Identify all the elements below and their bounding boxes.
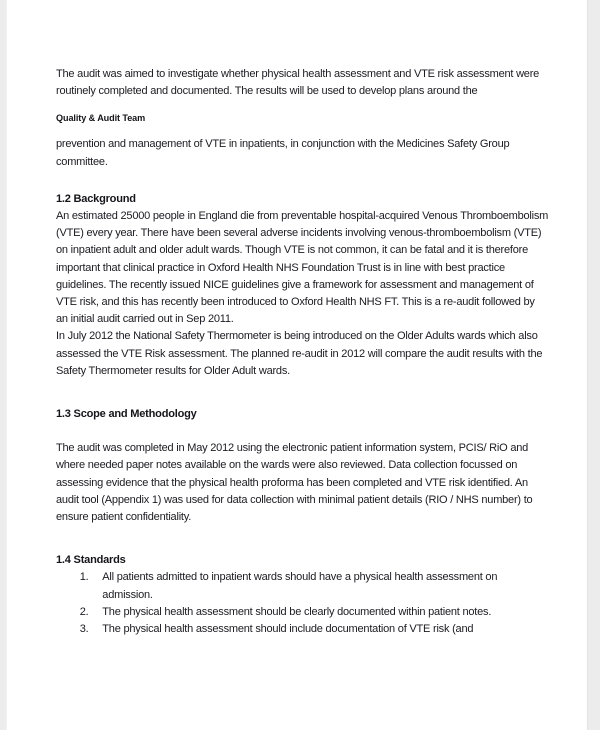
- section-heading-background: 1.2 Background: [56, 192, 136, 205]
- intro-continuation-paragraph: prevention and management of VTE in inpatients, in conjunction with the Medicines Safety Group committee.: [56, 138, 510, 168]
- standards-list: [56, 569, 556, 638]
- list-item-text: All patients admitted to inpatient wards should have a physical health assessment on admission.: [102, 571, 498, 601]
- document-content: [56, 66, 556, 638]
- background-paragraph-1: An estimated 25000 people in England die from preventable hospital-acquired Venous Thromboembolism (VTE) every year. There have been several adverse incidents involving venous-thromboembolism (VTE) on inpatient adult and older adult wards. Though VTE is not common, it can be fatal and it is therefore important that clinical practice in Oxford Health NHS Foundation Trust is in line with best practice guidelines. The recently issued NICE guidelines give a framework for assessment and management of VTE risk, and this has recently been introduced to Oxford Health NHS FT. This is a re-audit followed by an initial audit carried out in Sep 2011.: [56, 210, 549, 326]
- list-marker: 2.: [79, 605, 89, 618]
- list-item: [56, 604, 549, 621]
- spacer: [56, 100, 556, 111]
- spacer: [56, 526, 556, 552]
- list-item: [56, 621, 549, 638]
- list-item: [56, 569, 549, 603]
- document-page: [6, 0, 588, 730]
- scope-methodology-paragraph: The audit was completed in May 2012 using the electronic patient information system, PCIS/ RiO and where needed paper notes available on the wards were also reviewed. Data collection focussed on assessing evidence that the physical health proforma has been completed and VTE risk identified. An audit tool (Appendix 1) was used for data collection with minimal patient details (RIO / NHS number) to ensure patient confidentiality.: [56, 442, 533, 524]
- section-heading-scope-and-methodology: 1.3 Scope and Methodology: [56, 408, 197, 421]
- list-item-text: The physical health assessment should be clearly documented within patient notes.: [102, 605, 492, 618]
- spacer: [56, 171, 556, 191]
- list-item-text: The physical health assessment should include documentation of VTE risk (and: [102, 623, 474, 636]
- spacer: [56, 380, 556, 406]
- background-paragraph-2: In July 2012 the National Safety Thermometer is being introduced on the Older Adults wards which also assessed the VTE Risk assessment. The planned re-audit in 2012 will compare the audit results with the Safety Thermometer results for Older Adult wards.: [56, 330, 543, 377]
- section-heading-standards: 1.4 Standards: [56, 554, 126, 567]
- spacer: [56, 125, 556, 136]
- intro-paragraph: The audit was aimed to investigate whether physical health assessment and VTE risk assessment were routinely completed and documented. The results will be used to develop plans around the: [56, 68, 540, 98]
- list-marker: 3.: [79, 623, 89, 636]
- list-marker: 1.: [79, 571, 89, 584]
- spacer: [56, 423, 556, 440]
- department-line: Quality & Audit Team: [56, 113, 146, 124]
